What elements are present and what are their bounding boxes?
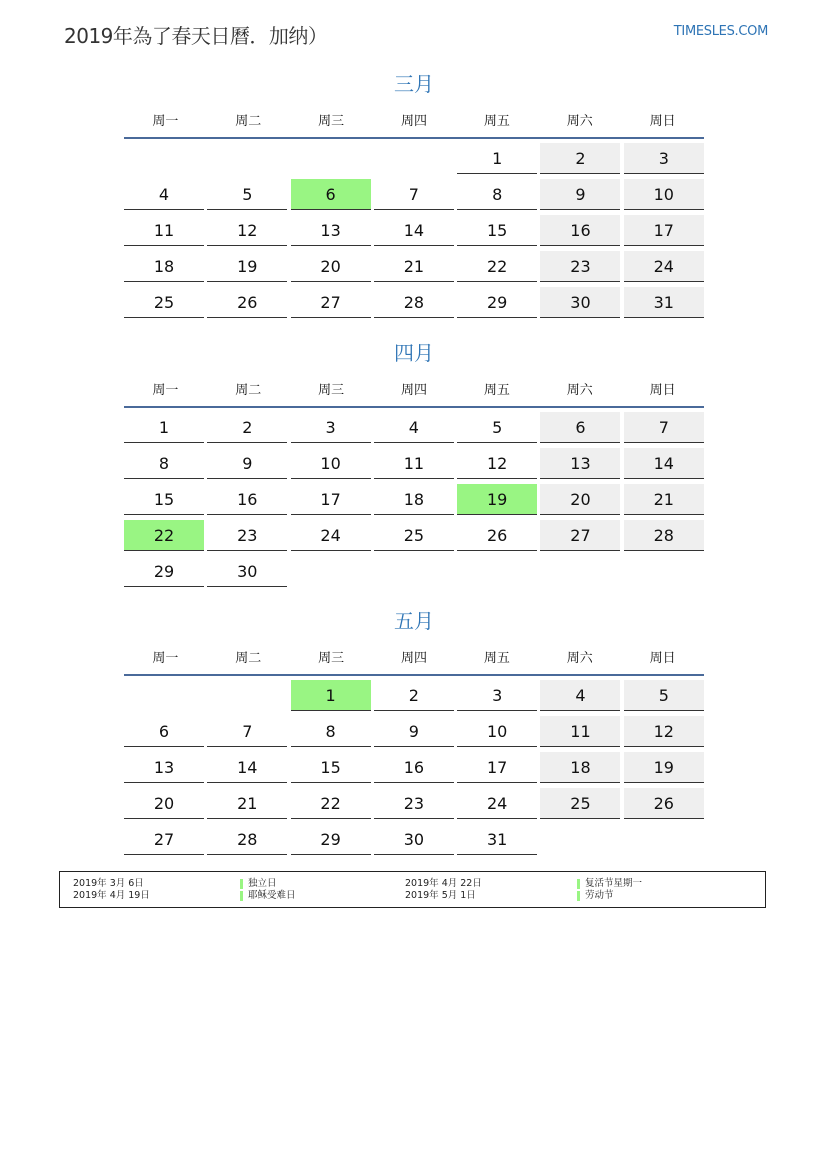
day-cell: 23 (207, 520, 287, 551)
day-cell: 6 (540, 412, 620, 443)
holiday-day-cell: 6 (291, 179, 371, 210)
empty-cell (457, 556, 537, 587)
weekday-label: 周六 (566, 650, 593, 666)
day-cell: 7 (624, 412, 704, 443)
day-cell: 12 (457, 448, 537, 479)
day-cell: 25 (124, 287, 204, 318)
weekday-label: 周日 (649, 650, 676, 666)
day-cell: 4 (540, 680, 620, 711)
day-cell: 3 (457, 680, 537, 711)
weekday-header (124, 375, 704, 401)
empty-cell (374, 143, 454, 174)
day-grid (124, 412, 704, 587)
day-cell: 30 (540, 287, 620, 318)
day-cell: 28 (374, 287, 454, 318)
day-cell: 18 (124, 251, 204, 282)
day-cell: 12 (624, 716, 704, 747)
weekday-label: 周一 (152, 382, 179, 398)
day-cell: 9 (374, 716, 454, 747)
day-cell: 7 (374, 179, 454, 210)
day-cell: 31 (624, 287, 704, 318)
month-title: 三月 (394, 72, 434, 96)
day-cell: 15 (291, 752, 371, 783)
day-cell: 26 (457, 520, 537, 551)
day-cell: 26 (624, 788, 704, 819)
day-cell: 27 (291, 287, 371, 318)
day-cell: 30 (374, 824, 454, 855)
month-title: 四月 (394, 341, 434, 365)
day-cell: 9 (540, 179, 620, 210)
day-cell: 24 (457, 788, 537, 819)
weekday-label: 周二 (235, 650, 262, 666)
empty-cell (540, 556, 620, 587)
day-cell: 20 (540, 484, 620, 515)
weekday-label: 周五 (483, 113, 510, 129)
empty-cell (624, 556, 704, 587)
day-cell: 11 (540, 716, 620, 747)
month-block (124, 607, 704, 855)
day-cell: 6 (124, 716, 204, 747)
day-cell: 22 (291, 788, 371, 819)
empty-cell (207, 680, 287, 711)
day-cell: 17 (624, 215, 704, 246)
day-cell: 13 (291, 215, 371, 246)
day-cell: 17 (457, 752, 537, 783)
day-cell: 16 (374, 752, 454, 783)
site-name[interactable]: TIMESLES.COM (673, 24, 768, 39)
weekday-header (124, 106, 704, 132)
day-cell: 21 (624, 484, 704, 515)
legend-marker (577, 891, 580, 901)
holiday-legend (59, 871, 766, 908)
day-cell: 4 (374, 412, 454, 443)
day-cell: 14 (624, 448, 704, 479)
day-cell: 5 (457, 412, 537, 443)
day-cell: 19 (207, 251, 287, 282)
weekday-label: 周三 (318, 113, 345, 129)
weekday-label: 周日 (649, 113, 676, 129)
day-cell: 17 (291, 484, 371, 515)
weekday-label: 周四 (401, 382, 428, 398)
weekday-header (124, 643, 704, 669)
legend-marker (240, 879, 243, 889)
page-title: 2019年為了春天日曆．加纳） (64, 24, 328, 48)
day-cell: 2 (540, 143, 620, 174)
holiday-day-cell: 19 (457, 484, 537, 515)
weekday-label: 周日 (649, 382, 676, 398)
day-cell: 16 (540, 215, 620, 246)
day-cell: 2 (207, 412, 287, 443)
day-cell: 10 (291, 448, 371, 479)
empty-cell (207, 143, 287, 174)
legend-holiday-name: 复活节星期一 (585, 878, 643, 889)
empty-cell (124, 143, 204, 174)
day-cell: 25 (540, 788, 620, 819)
empty-cell (124, 680, 204, 711)
day-cell: 22 (457, 251, 537, 282)
day-cell: 16 (207, 484, 287, 515)
legend-marker (240, 891, 243, 901)
day-cell: 10 (457, 716, 537, 747)
empty-cell (291, 556, 371, 587)
month-title: 五月 (394, 609, 434, 633)
day-cell: 19 (624, 752, 704, 783)
day-cell: 18 (374, 484, 454, 515)
day-cell: 29 (291, 824, 371, 855)
legend-date: 2019年 4月 22日 (405, 878, 482, 889)
month-block (124, 339, 704, 587)
day-cell: 28 (624, 520, 704, 551)
header-divider (124, 137, 704, 139)
legend-holiday-name: 劳动节 (585, 890, 614, 901)
day-cell: 28 (207, 824, 287, 855)
day-cell: 14 (374, 215, 454, 246)
day-cell: 24 (291, 520, 371, 551)
day-cell: 15 (457, 215, 537, 246)
holiday-day-cell: 22 (124, 520, 204, 551)
day-cell: 27 (540, 520, 620, 551)
day-cell: 2 (374, 680, 454, 711)
legend-holiday-name: 耶稣受难日 (248, 890, 296, 901)
day-cell: 1 (124, 412, 204, 443)
day-grid (124, 143, 704, 318)
legend-date: 2019年 3月 6日 (73, 878, 144, 889)
day-grid (124, 680, 704, 855)
day-cell: 21 (374, 251, 454, 282)
day-cell: 5 (624, 680, 704, 711)
day-cell: 14 (207, 752, 287, 783)
day-cell: 23 (540, 251, 620, 282)
day-cell: 15 (124, 484, 204, 515)
header-divider (124, 406, 704, 408)
day-cell: 8 (457, 179, 537, 210)
day-cell: 12 (207, 215, 287, 246)
month-block (124, 70, 704, 318)
weekday-label: 周二 (235, 113, 262, 129)
day-cell: 29 (457, 287, 537, 318)
day-cell: 26 (207, 287, 287, 318)
day-cell: 9 (207, 448, 287, 479)
legend-holiday-name: 独立日 (248, 878, 277, 889)
weekday-label: 周六 (566, 113, 593, 129)
legend-date: 2019年 4月 19日 (73, 890, 150, 901)
day-cell: 4 (124, 179, 204, 210)
day-cell: 20 (291, 251, 371, 282)
legend-marker (577, 879, 580, 889)
day-cell: 10 (624, 179, 704, 210)
day-cell: 11 (124, 215, 204, 246)
weekday-label: 周六 (566, 382, 593, 398)
empty-cell (624, 824, 704, 855)
day-cell: 29 (124, 556, 204, 587)
weekday-label: 周一 (152, 113, 179, 129)
day-cell: 8 (291, 716, 371, 747)
day-cell: 3 (624, 143, 704, 174)
day-cell: 27 (124, 824, 204, 855)
weekday-label: 周五 (483, 382, 510, 398)
empty-cell (540, 824, 620, 855)
day-cell: 3 (291, 412, 371, 443)
weekday-label: 周三 (318, 650, 345, 666)
day-cell: 23 (374, 788, 454, 819)
weekday-label: 周三 (318, 382, 345, 398)
holiday-day-cell: 1 (291, 680, 371, 711)
weekday-label: 周四 (401, 113, 428, 129)
day-cell: 13 (540, 448, 620, 479)
weekday-label: 周一 (152, 650, 179, 666)
day-cell: 25 (374, 520, 454, 551)
day-cell: 20 (124, 788, 204, 819)
weekday-label: 周四 (401, 650, 428, 666)
day-cell: 8 (124, 448, 204, 479)
day-cell: 24 (624, 251, 704, 282)
day-cell: 13 (124, 752, 204, 783)
day-cell: 18 (540, 752, 620, 783)
day-cell: 1 (457, 143, 537, 174)
weekday-label: 周五 (483, 650, 510, 666)
day-cell: 31 (457, 824, 537, 855)
day-cell: 7 (207, 716, 287, 747)
empty-cell (291, 143, 371, 174)
day-cell: 30 (207, 556, 287, 587)
day-cell: 11 (374, 448, 454, 479)
day-cell: 5 (207, 179, 287, 210)
weekday-label: 周二 (235, 382, 262, 398)
empty-cell (374, 556, 454, 587)
day-cell: 21 (207, 788, 287, 819)
header-divider (124, 674, 704, 676)
legend-date: 2019年 5月 1日 (405, 890, 476, 901)
